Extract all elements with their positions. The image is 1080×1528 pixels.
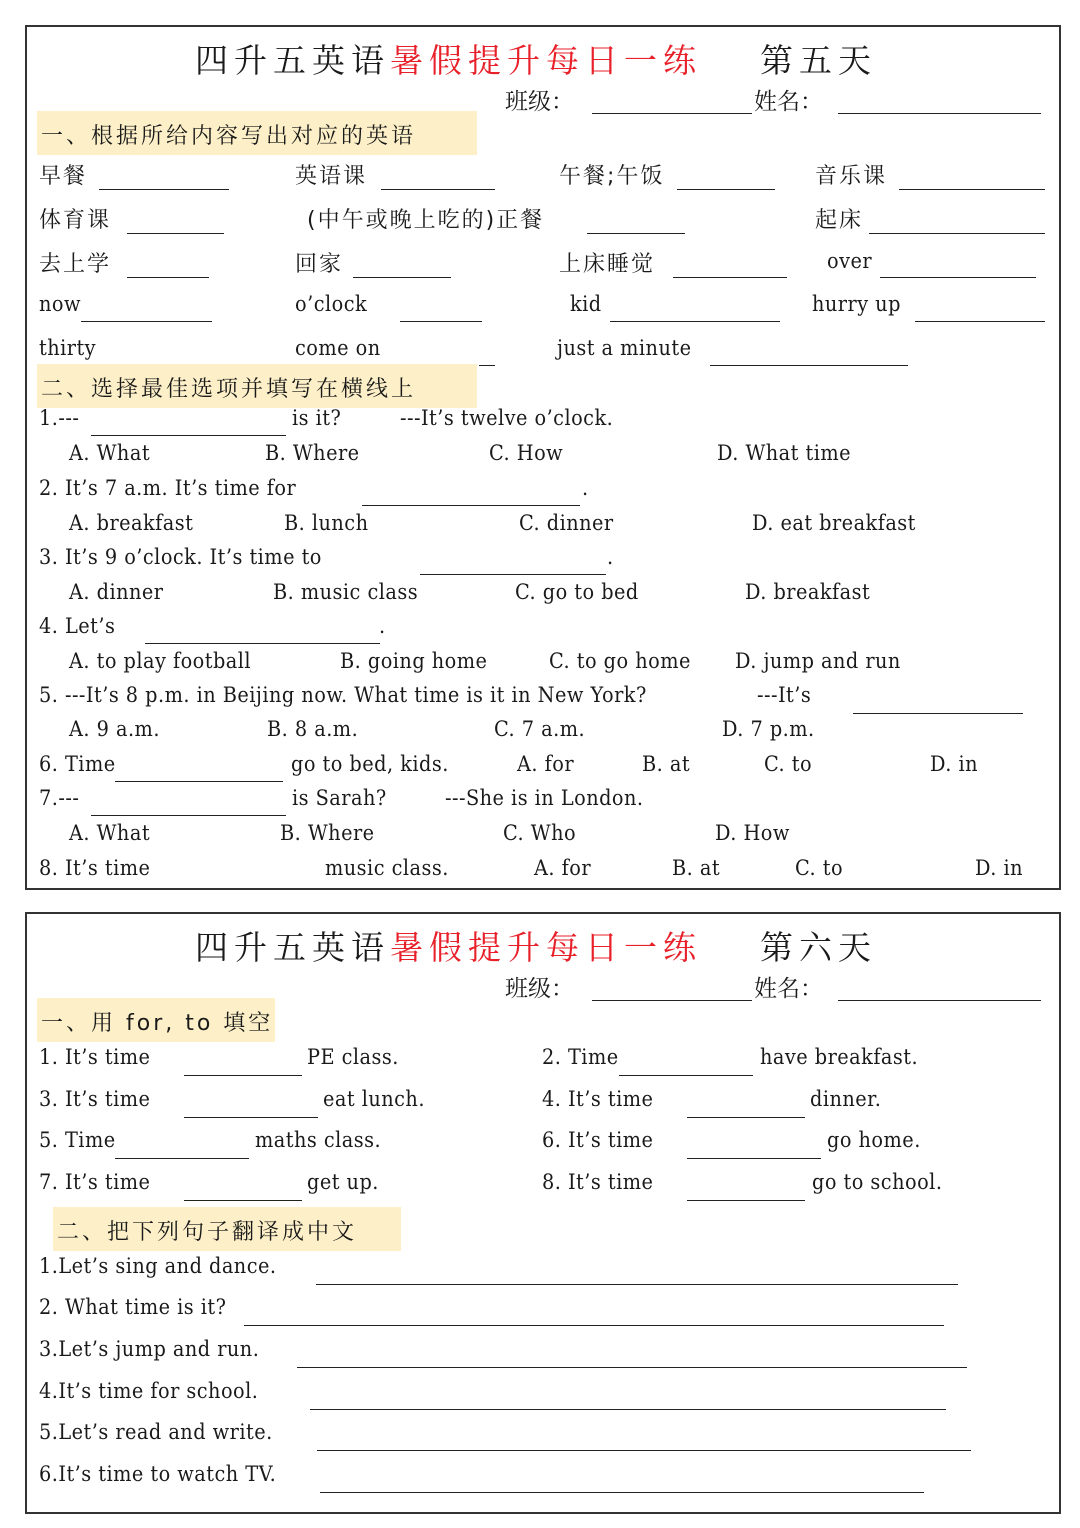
vocab-label: 午餐;午饭 bbox=[559, 164, 665, 189]
fill-item-end: have breakfast. bbox=[760, 1045, 919, 1069]
option-a[interactable]: A. What bbox=[69, 821, 151, 845]
vocab-label: (中午或晚上吃的)正餐 bbox=[307, 208, 545, 233]
option-c[interactable]: C. How bbox=[489, 441, 564, 465]
option-d[interactable]: D. in bbox=[975, 856, 1024, 880]
name-field[interactable] bbox=[838, 113, 1041, 114]
section-heading-choice: 二、选择最佳选项并填写在横线上 bbox=[37, 364, 477, 408]
question-answer-field[interactable] bbox=[115, 781, 283, 782]
option-b[interactable]: B. at bbox=[642, 752, 691, 776]
class-label: 班级： bbox=[505, 89, 574, 115]
vocab-label: 音乐课 bbox=[815, 164, 888, 189]
option-b[interactable]: B. Where bbox=[265, 441, 360, 465]
fill-answer-field[interactable] bbox=[619, 1075, 753, 1076]
translate-answer-field[interactable] bbox=[297, 1367, 967, 1368]
question-stem: is it? bbox=[292, 406, 342, 430]
vocab-label: 英语课 bbox=[295, 164, 368, 189]
translate-sentence: 6.It’s time to watch TV. bbox=[39, 1462, 277, 1486]
vocab-label: kid bbox=[570, 292, 602, 316]
fill-item-end: maths class. bbox=[255, 1128, 382, 1152]
question-answer-field[interactable] bbox=[91, 815, 286, 816]
option-b[interactable]: B. Where bbox=[280, 821, 375, 845]
option-b[interactable]: B. at bbox=[672, 856, 721, 880]
name-field[interactable] bbox=[838, 1000, 1041, 1001]
title-highlight: 暑假提升每日一练 bbox=[390, 41, 702, 80]
vocab-answer-field[interactable] bbox=[915, 321, 1045, 322]
translate-answer-field[interactable] bbox=[320, 1492, 924, 1493]
section-heading-translate: 二、把下列句子翻译成中文 bbox=[53, 1207, 401, 1251]
fill-answer-field[interactable] bbox=[184, 1117, 318, 1118]
option-d[interactable]: D. What time bbox=[717, 441, 852, 465]
worksheet-day5 bbox=[25, 25, 1061, 890]
class-label: 班级： bbox=[505, 976, 574, 1002]
vocab-label: 起床 bbox=[815, 208, 864, 233]
vocab-answer-field[interactable] bbox=[673, 277, 787, 278]
option-a[interactable]: A. breakfast bbox=[69, 511, 194, 535]
question-stem: 2. It’s 7 a.m. It’s time for bbox=[39, 476, 297, 500]
name-label: 姓名： bbox=[754, 976, 823, 1002]
translate-answer-field[interactable] bbox=[316, 1284, 958, 1285]
vocab-answer-field[interactable] bbox=[587, 233, 685, 234]
vocab-answer-field[interactable] bbox=[127, 233, 224, 234]
option-a[interactable]: A. for bbox=[517, 752, 575, 776]
fill-item-start: 6. It’s time bbox=[542, 1128, 654, 1152]
option-d[interactable]: D. breakfast bbox=[745, 580, 871, 604]
option-d[interactable]: D. in bbox=[930, 752, 979, 776]
question-stem: 6. Time bbox=[39, 752, 116, 776]
question-stem: go to bed, kids. bbox=[291, 752, 449, 776]
translate-answer-field[interactable] bbox=[310, 1409, 946, 1410]
vocab-answer-field[interactable] bbox=[710, 365, 908, 366]
vocab-label: o’clock bbox=[295, 292, 368, 316]
vocab-answer-field[interactable] bbox=[400, 321, 482, 322]
vocab-label: 回家 bbox=[295, 252, 344, 277]
translate-sentence: 2. What time is it? bbox=[39, 1295, 227, 1319]
vocab-label: 上床睡觉 bbox=[559, 252, 656, 277]
fill-answer-field[interactable] bbox=[687, 1158, 821, 1159]
question-stem: 7.--- bbox=[39, 786, 80, 810]
fill-answer-field[interactable] bbox=[184, 1075, 302, 1076]
option-c[interactable]: C. to go home bbox=[549, 649, 691, 673]
vocab-label: come on bbox=[295, 336, 381, 360]
vocab-label: 早餐 bbox=[39, 164, 88, 189]
question-answer-field[interactable] bbox=[145, 643, 380, 644]
vocab-answer-field[interactable] bbox=[81, 321, 212, 322]
option-a[interactable]: A. for bbox=[534, 856, 592, 880]
question-stem: ---It’s bbox=[757, 683, 812, 707]
option-a[interactable]: A. 9 a.m. bbox=[69, 717, 160, 741]
vocab-answer-field[interactable] bbox=[99, 189, 229, 190]
fill-item-start: 5. Time bbox=[39, 1128, 116, 1152]
question-stem: 1.--- bbox=[39, 406, 80, 430]
option-b[interactable]: B. music class bbox=[273, 580, 419, 604]
class-field[interactable] bbox=[592, 1000, 752, 1001]
question-stem: ---It’s twelve o’clock. bbox=[400, 406, 614, 430]
option-b[interactable]: B. 8 a.m. bbox=[267, 717, 359, 741]
fill-item-start: 8. It’s time bbox=[542, 1170, 654, 1194]
fill-item-start: 4. It’s time bbox=[542, 1087, 654, 1111]
fill-item-end: get up. bbox=[307, 1170, 379, 1194]
question-answer-field[interactable] bbox=[362, 505, 580, 506]
option-b[interactable]: B. going home bbox=[340, 649, 488, 673]
vocab-answer-field[interactable] bbox=[610, 321, 780, 322]
question-stem: ---She is in London. bbox=[445, 786, 644, 810]
section-heading-vocab: 一、根据所给内容写出对应的英语 bbox=[37, 111, 477, 155]
fill-answer-field[interactable] bbox=[115, 1158, 249, 1159]
option-a[interactable]: A. dinner bbox=[69, 580, 164, 604]
translate-sentence: 4.It’s time for school. bbox=[39, 1379, 259, 1403]
fill-item-start: 1. It’s time bbox=[39, 1045, 151, 1069]
option-d[interactable]: D. jump and run bbox=[735, 649, 901, 673]
question-stem: . bbox=[582, 476, 589, 500]
fill-item-end: dinner. bbox=[810, 1087, 882, 1111]
option-c[interactable]: C. go to bed bbox=[515, 580, 639, 604]
fill-answer-field[interactable] bbox=[687, 1200, 805, 1201]
option-c[interactable]: C. to bbox=[764, 752, 813, 776]
vocab-label: now bbox=[39, 292, 82, 316]
fill-item-end: go home. bbox=[827, 1128, 921, 1152]
translate-answer-field[interactable] bbox=[244, 1325, 944, 1326]
question-stem: . bbox=[607, 545, 614, 569]
option-d[interactable]: D. eat breakfast bbox=[752, 511, 916, 535]
vocab-answer-field[interactable] bbox=[677, 189, 775, 190]
vocab-answer-field[interactable] bbox=[899, 189, 1045, 190]
fill-item-start: 2. Time bbox=[542, 1045, 619, 1069]
worksheet-title bbox=[195, 35, 877, 82]
question-answer-field[interactable] bbox=[420, 574, 606, 575]
title-day: 第六天 bbox=[760, 928, 877, 967]
translate-sentence: 5.Let’s read and write. bbox=[39, 1420, 273, 1444]
fill-item-start: 3. It’s time bbox=[39, 1087, 151, 1111]
option-c[interactable]: C. Who bbox=[503, 821, 577, 845]
title-day: 第五天 bbox=[760, 41, 877, 80]
vocab-answer-field[interactable] bbox=[479, 365, 495, 366]
option-a[interactable]: A. What bbox=[69, 441, 151, 465]
worksheet-day6 bbox=[25, 912, 1061, 1514]
vocab-answer-field[interactable] bbox=[880, 277, 1036, 278]
question-stem: is Sarah? bbox=[292, 786, 387, 810]
question-stem: 3. It’s 9 o’clock. It’s time to bbox=[39, 545, 322, 569]
vocab-label: over bbox=[827, 249, 873, 273]
vocab-label: thirty bbox=[39, 336, 97, 360]
option-c[interactable]: C. to bbox=[795, 856, 844, 880]
fill-answer-field[interactable] bbox=[687, 1117, 805, 1118]
question-stem: 4. Let’s bbox=[39, 614, 116, 638]
option-c[interactable]: C. dinner bbox=[519, 511, 614, 535]
question-stem: 5. ---It’s 8 p.m. in Beijing now. What time is it in New York? bbox=[39, 683, 647, 707]
translate-sentence: 3.Let’s jump and run. bbox=[39, 1337, 260, 1361]
vocab-answer-field[interactable] bbox=[869, 233, 1045, 234]
fill-answer-field[interactable] bbox=[184, 1200, 302, 1201]
question-answer-field[interactable] bbox=[853, 713, 1023, 714]
vocab-label: 体育课 bbox=[39, 208, 112, 233]
option-b[interactable]: B. lunch bbox=[284, 511, 369, 535]
title-prefix: 四升五英语 bbox=[195, 41, 390, 80]
worksheet-title bbox=[195, 922, 877, 969]
fill-item-end: go to school. bbox=[812, 1170, 943, 1194]
title-prefix: 四升五英语 bbox=[195, 928, 390, 967]
class-field[interactable] bbox=[592, 113, 752, 114]
option-d[interactable]: D. How bbox=[715, 821, 790, 845]
vocab-label: hurry up bbox=[812, 292, 901, 316]
option-a[interactable]: A. to play football bbox=[69, 649, 252, 673]
section-heading-fill: 一、用 for, to 填空 bbox=[37, 998, 275, 1042]
question-stem: music class. bbox=[325, 856, 449, 880]
vocab-label: 去上学 bbox=[39, 252, 112, 277]
translate-answer-field[interactable] bbox=[317, 1450, 971, 1451]
question-stem: 8. It’s time bbox=[39, 856, 151, 880]
vocab-label: just a minute bbox=[557, 336, 692, 360]
fill-item-end: eat lunch. bbox=[323, 1087, 425, 1111]
question-answer-field[interactable] bbox=[91, 435, 286, 436]
name-label: 姓名： bbox=[754, 89, 823, 115]
vocab-answer-field[interactable] bbox=[353, 277, 451, 278]
fill-item-end: PE class. bbox=[307, 1045, 399, 1069]
fill-item-start: 7. It’s time bbox=[39, 1170, 151, 1194]
vocab-answer-field[interactable] bbox=[127, 277, 209, 278]
title-highlight: 暑假提升每日一练 bbox=[390, 928, 702, 967]
option-d[interactable]: D. 7 p.m. bbox=[722, 717, 815, 741]
option-c[interactable]: C. 7 a.m. bbox=[494, 717, 586, 741]
question-stem: . bbox=[379, 614, 386, 638]
translate-sentence: 1.Let’s sing and dance. bbox=[39, 1254, 277, 1278]
vocab-answer-field[interactable] bbox=[381, 189, 495, 190]
